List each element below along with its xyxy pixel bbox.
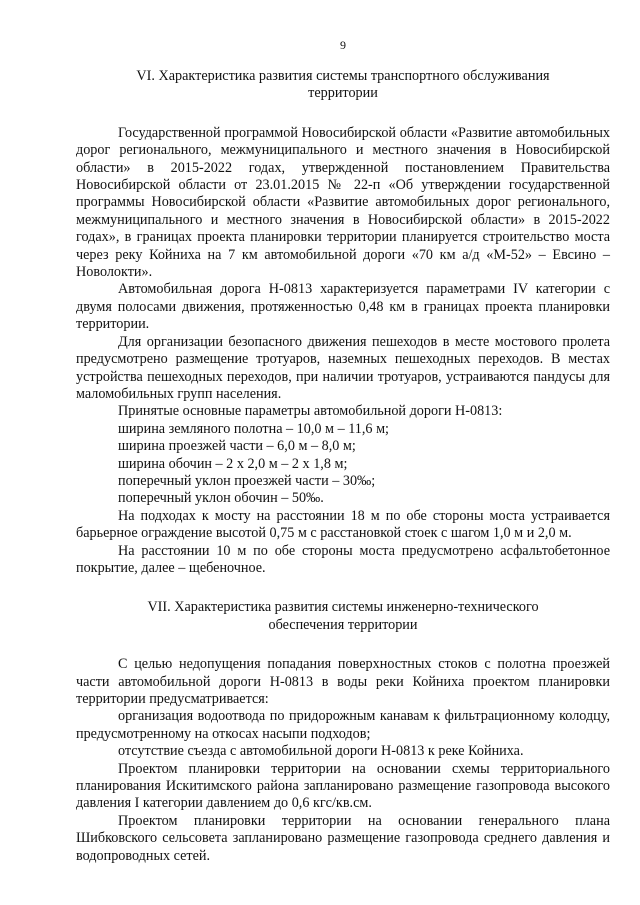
paragraph: Государственной программой Новосибирской области «Развитие автомобильных дорог регионального, межмуниципального и местного значения в Новосибирской области» в 2015-2022 годах, утвержденной постановлением Правительства Новосибирской области от 23.01.2015 № 22-п «Об утверждении государственной программы Новосибирской области «Развитие автомобильных дорог регионального, межмуниципального и местного значения в Новосибирской области» в 2015-2022 годах», в границах проекта планировки территории планируется строительство моста через реку Койниха на 7 км автомобильной дороги «70 км а/д «М-52» – Евсино – Новолокти». <box>76 124 610 281</box>
param-item: поперечный уклон проезжей части – 30‰; <box>118 472 376 489</box>
param-item: ширина обочин – 2 х 2,0 м – 2 х 1,8 м; <box>118 455 348 472</box>
paragraph: Принятые основные параметры автомобильной дороги Н-0813: <box>118 403 503 420</box>
paragraph: На подходах к мосту на расстоянии 18 м по обе стороны моста устраивается барьерное ограждение высотой 0,75 м с расстановкой стоек с шагом 1,0 м и 2,0 м. <box>76 507 610 542</box>
param-item: ширина земляного полотна – 10,0 м – 11,6 м; <box>118 420 389 437</box>
param-item: ширина проезжей части – 6,0 м – 8,0 м; <box>118 438 356 455</box>
section-6-heading-line2: территории <box>308 85 378 102</box>
paragraph: Проектом планировки территории на основании схемы территориального планирования Искитимского района запланировано размещение газопровода высокого давления I категории давлением до 0,6 кгс/кв.см. <box>76 760 610 812</box>
paragraph: С целью недопущения попадания поверхностных стоков с полотна проезжей части автомобильной дороги Н-0813 в воды реки Койниха проектом планировки территории предусматривается: <box>76 656 610 707</box>
section-7-heading-line1: VII. Характеристика развития системы инженерно-технического <box>147 599 539 616</box>
list-item: организация водоотвода по придорожным канавам к фильтрационному колодцу, предусмотренному на откосах насыпи подходов; <box>76 708 610 742</box>
param-item: поперечный уклон обочин – 50‰. <box>118 490 324 507</box>
paragraph: Автомобильная дорога Н-0813 характеризуется параметрами IV категории с двумя полосами движения, протяженностью 0,48 км в границах проекта планировки территории. <box>76 281 610 333</box>
section-6-heading <box>76 68 610 103</box>
paragraph: Для организации безопасного движения пешеходов в месте мостового пролета предусмотрено размещение тротуаров, наземных пешеходных переходов. В местах устройства пешеходных переходов, при наличии тротуаров, устраиваются пандусы для маломобильных групп населения. <box>76 333 610 402</box>
section-7-heading <box>76 599 610 634</box>
page-number: 9 <box>340 38 346 52</box>
paragraph: Проектом планировки территории на основании генерального плана Шибковского сельсовета запланировано размещение газопровода среднего давления и водопроводных сетей. <box>76 812 610 864</box>
section-7-heading-line2: обеспечения территории <box>268 616 418 633</box>
section-6-heading-line1: VI. Характеристика развития системы транспортного обслуживания <box>136 68 550 84</box>
paragraph: На расстоянии 10 м по обе стороны моста предусмотрено асфальтобетонное покрытие, далее – щебеночное. <box>76 542 610 576</box>
list-item: отсутствие съезда с автомобильной дороги Н-0813 к реке Койниха. <box>118 743 524 760</box>
